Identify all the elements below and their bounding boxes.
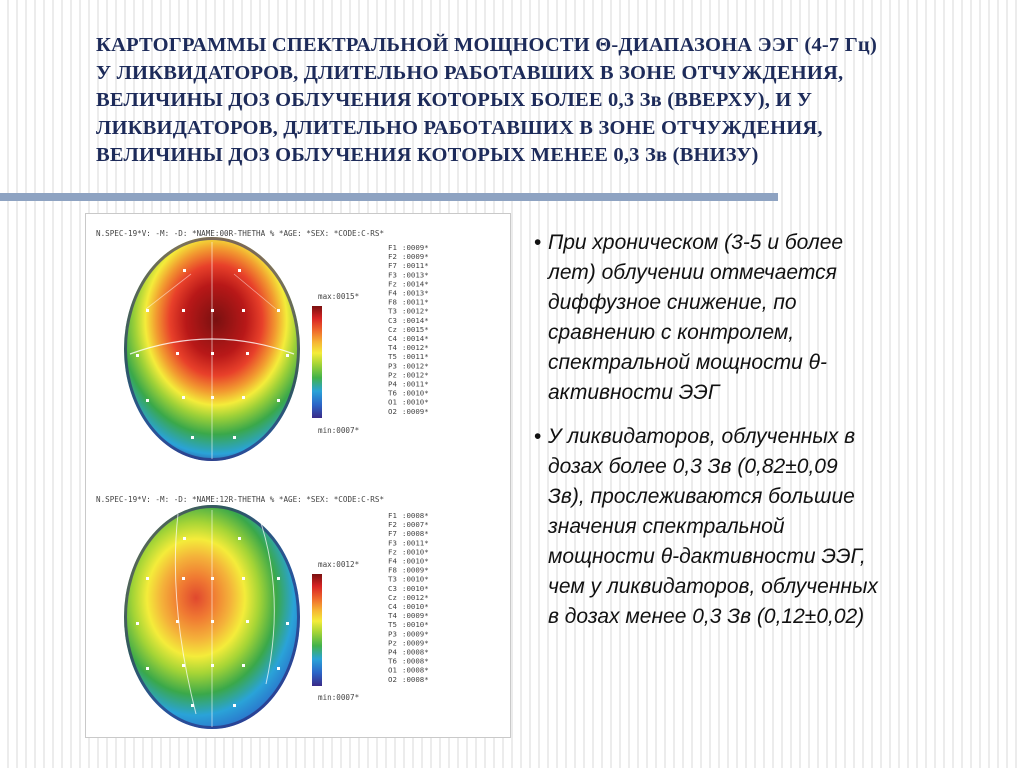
title-line: КАРТОГРАММЫ СПЕКТРАЛЬНОЙ МОЩНОСТИ Θ-ДИАПАЗОНА ЭЭГ (4-7 Гц) bbox=[96, 34, 877, 56]
channel-name: Fz bbox=[388, 279, 397, 289]
channel-name: Cz bbox=[388, 592, 397, 602]
channel-name: P3 bbox=[388, 629, 397, 639]
channel-name: F8 bbox=[388, 565, 397, 575]
bullet-item bbox=[534, 422, 974, 632]
channel-name: F2 bbox=[388, 520, 397, 530]
channel-name: F4 bbox=[388, 556, 397, 566]
channel-value: :0009* bbox=[402, 638, 429, 648]
channel-value: :0012* bbox=[402, 361, 429, 371]
channel-name: F1 bbox=[388, 243, 397, 252]
channel-name: T4 bbox=[388, 343, 397, 353]
channel-name: F2 bbox=[388, 252, 397, 262]
title-line: ВЕЛИЧИНЫ ДОЗ ОБЛУЧЕНИЯ КОТОРЫХ БОЛЕЕ 0,3 Зв (ВВЕРХУ), И У bbox=[96, 89, 813, 111]
channel-value: :0010* bbox=[402, 547, 429, 557]
channel-name: O2 bbox=[388, 674, 397, 684]
scale-min-label: min:0007* bbox=[318, 426, 360, 435]
channel-name: C3 bbox=[388, 583, 397, 593]
channel-value: :0009* bbox=[402, 565, 429, 575]
channel-name: T3 bbox=[388, 306, 397, 316]
bullet-line: • При хроническом (3-5 и более bbox=[548, 231, 844, 254]
channel-name: T4 bbox=[388, 611, 397, 621]
bullet-line: Зв), прослеживаются большие bbox=[548, 485, 855, 508]
channel-value: :0009* bbox=[402, 252, 429, 262]
channel-name: F4 bbox=[388, 288, 397, 298]
channel-name: O1 bbox=[388, 665, 397, 675]
channel-value: :0012* bbox=[402, 306, 429, 316]
channel-name: Fz bbox=[388, 547, 397, 557]
channel-value: :0010* bbox=[402, 388, 429, 398]
channel-value: :0009* bbox=[402, 243, 429, 252]
channel-value: :0010* bbox=[402, 397, 429, 407]
channel-list-top bbox=[388, 243, 429, 416]
channel-name: F7 bbox=[388, 529, 397, 539]
bullet-line: мощности θ-дактивности ЭЭГ, bbox=[548, 545, 866, 568]
channel-name: P4 bbox=[388, 379, 397, 389]
color-scale-bar bbox=[312, 306, 322, 418]
channel-value: :0011* bbox=[402, 538, 429, 548]
channel-name: P3 bbox=[388, 361, 397, 371]
channel-value: :0012* bbox=[402, 370, 429, 380]
title-divider bbox=[0, 193, 778, 201]
scale-max-label: max:0012* bbox=[318, 560, 360, 569]
title-line: У ЛИКВИДАТОРОВ, ДЛИТЕЛЬНО РАБОТАВШИХ В ЗОНЕ ОТЧУЖДЕНИЯ, bbox=[96, 61, 844, 84]
channel-name: F1 bbox=[388, 511, 397, 520]
channel-value: :0008* bbox=[402, 665, 429, 675]
channel-name: T6 bbox=[388, 388, 397, 398]
channel-value: :0014* bbox=[402, 315, 429, 325]
bullet-line: • У ликвидаторов, облученных в bbox=[548, 425, 856, 448]
channel-value: :0008* bbox=[402, 674, 429, 684]
scale-min-label: min:0007* bbox=[318, 693, 360, 702]
channel-value: :0009* bbox=[402, 629, 429, 639]
map-header: N.SPEC-19*V: -M: -D: *NAME:00R-THETHA % *AGE: *SEX: *CODE:C-RS* bbox=[96, 229, 385, 238]
channel-value: :0008* bbox=[402, 656, 429, 666]
channel-name: T5 bbox=[388, 620, 397, 630]
channel-name: P4 bbox=[388, 647, 397, 657]
channel-value: :0010* bbox=[402, 602, 429, 611]
title-line: ЛИКВИДАТОРОВ, ДЛИТЕЛЬНО РАБОТАВШИХ В ЗОНЕ ОТЧУЖДЕНИЯ, bbox=[96, 116, 823, 139]
channel-list-bottom bbox=[388, 511, 429, 684]
bullet-line: лет) облучении отмечается bbox=[548, 261, 837, 284]
bullet-line: чем у ликвидаторов, облученных bbox=[548, 575, 878, 598]
bullet-line: активности ЭЭГ bbox=[548, 381, 720, 404]
channel-name: C3 bbox=[388, 315, 397, 325]
channel-value: :0010* bbox=[402, 620, 429, 630]
channel-value: :0010* bbox=[402, 574, 429, 584]
channel-value: :0007* bbox=[402, 520, 429, 530]
channel-value: :0015* bbox=[402, 324, 429, 334]
bullet-line: сравнению с контролем, bbox=[548, 321, 795, 344]
channel-name: O1 bbox=[388, 397, 397, 407]
channel-value: :0009* bbox=[402, 406, 429, 416]
bullet-item bbox=[534, 228, 974, 408]
channel-value: :0012* bbox=[402, 343, 429, 353]
channel-value: :0014* bbox=[402, 334, 429, 343]
channel-value: :0010* bbox=[402, 556, 429, 566]
channel-name: F3 bbox=[388, 270, 397, 280]
channel-name: T6 bbox=[388, 656, 397, 666]
bullet-line: дозах более 0,3 Зв (0,82±0,09 bbox=[548, 455, 838, 478]
channel-name: Pz bbox=[388, 370, 397, 380]
bullet-line: спектральной мощности θ- bbox=[548, 351, 827, 374]
channel-value: :0014* bbox=[402, 279, 429, 289]
channel-value: :0011* bbox=[402, 379, 429, 389]
channel-value: :0013* bbox=[402, 288, 429, 298]
channel-name: Pz bbox=[388, 638, 397, 648]
channel-name: F3 bbox=[388, 538, 397, 548]
eeg-maps-svg bbox=[86, 214, 512, 739]
channel-name: T5 bbox=[388, 352, 397, 362]
channel-name: O2 bbox=[388, 406, 397, 416]
color-scale-bar bbox=[312, 574, 322, 686]
channel-name: F7 bbox=[388, 261, 397, 271]
channel-value: :0008* bbox=[402, 511, 429, 520]
channel-name: C4 bbox=[388, 602, 397, 611]
scalp-map-bottom bbox=[116, 497, 316, 737]
channel-value: :0009* bbox=[402, 611, 429, 621]
bullet-line: диффузное снижение, по bbox=[548, 291, 797, 314]
channel-name: F8 bbox=[388, 297, 397, 307]
map-header: N.SPEC-19*V: -M: -D: *NAME:12R-THETHA % *AGE: *SEX: *CODE:C-RS* bbox=[96, 495, 385, 504]
eeg-map-bottom bbox=[96, 495, 429, 737]
channel-value: :0011* bbox=[402, 297, 429, 307]
slide-title bbox=[96, 32, 996, 170]
channel-value: :0013* bbox=[402, 270, 429, 280]
title-line: ВЕЛИЧИНЫ ДОЗ ОБЛУЧЕНИЯ КОТОРЫХ МЕНЕЕ 0,3 Зв (ВНИЗУ) bbox=[96, 144, 759, 166]
channel-value: :0011* bbox=[402, 261, 429, 271]
bullet-line: значения спектральной bbox=[548, 515, 785, 538]
channel-value: :0008* bbox=[402, 647, 429, 657]
channel-name: C4 bbox=[388, 334, 397, 343]
channel-value: :0012* bbox=[402, 592, 429, 602]
eeg-map-top bbox=[96, 229, 429, 469]
bullet-list bbox=[534, 228, 974, 632]
bullet-line: в дозах менее 0,3 Зв (0,12±0,02) bbox=[548, 605, 865, 628]
channel-value: :0008* bbox=[402, 529, 429, 539]
channel-value: :0010* bbox=[402, 583, 429, 593]
eeg-map-figure bbox=[85, 213, 511, 738]
channel-name: Cz bbox=[388, 324, 397, 334]
scale-max-label: max:0015* bbox=[318, 292, 360, 301]
channel-value: :0011* bbox=[402, 352, 429, 362]
channel-name: T3 bbox=[388, 574, 397, 584]
